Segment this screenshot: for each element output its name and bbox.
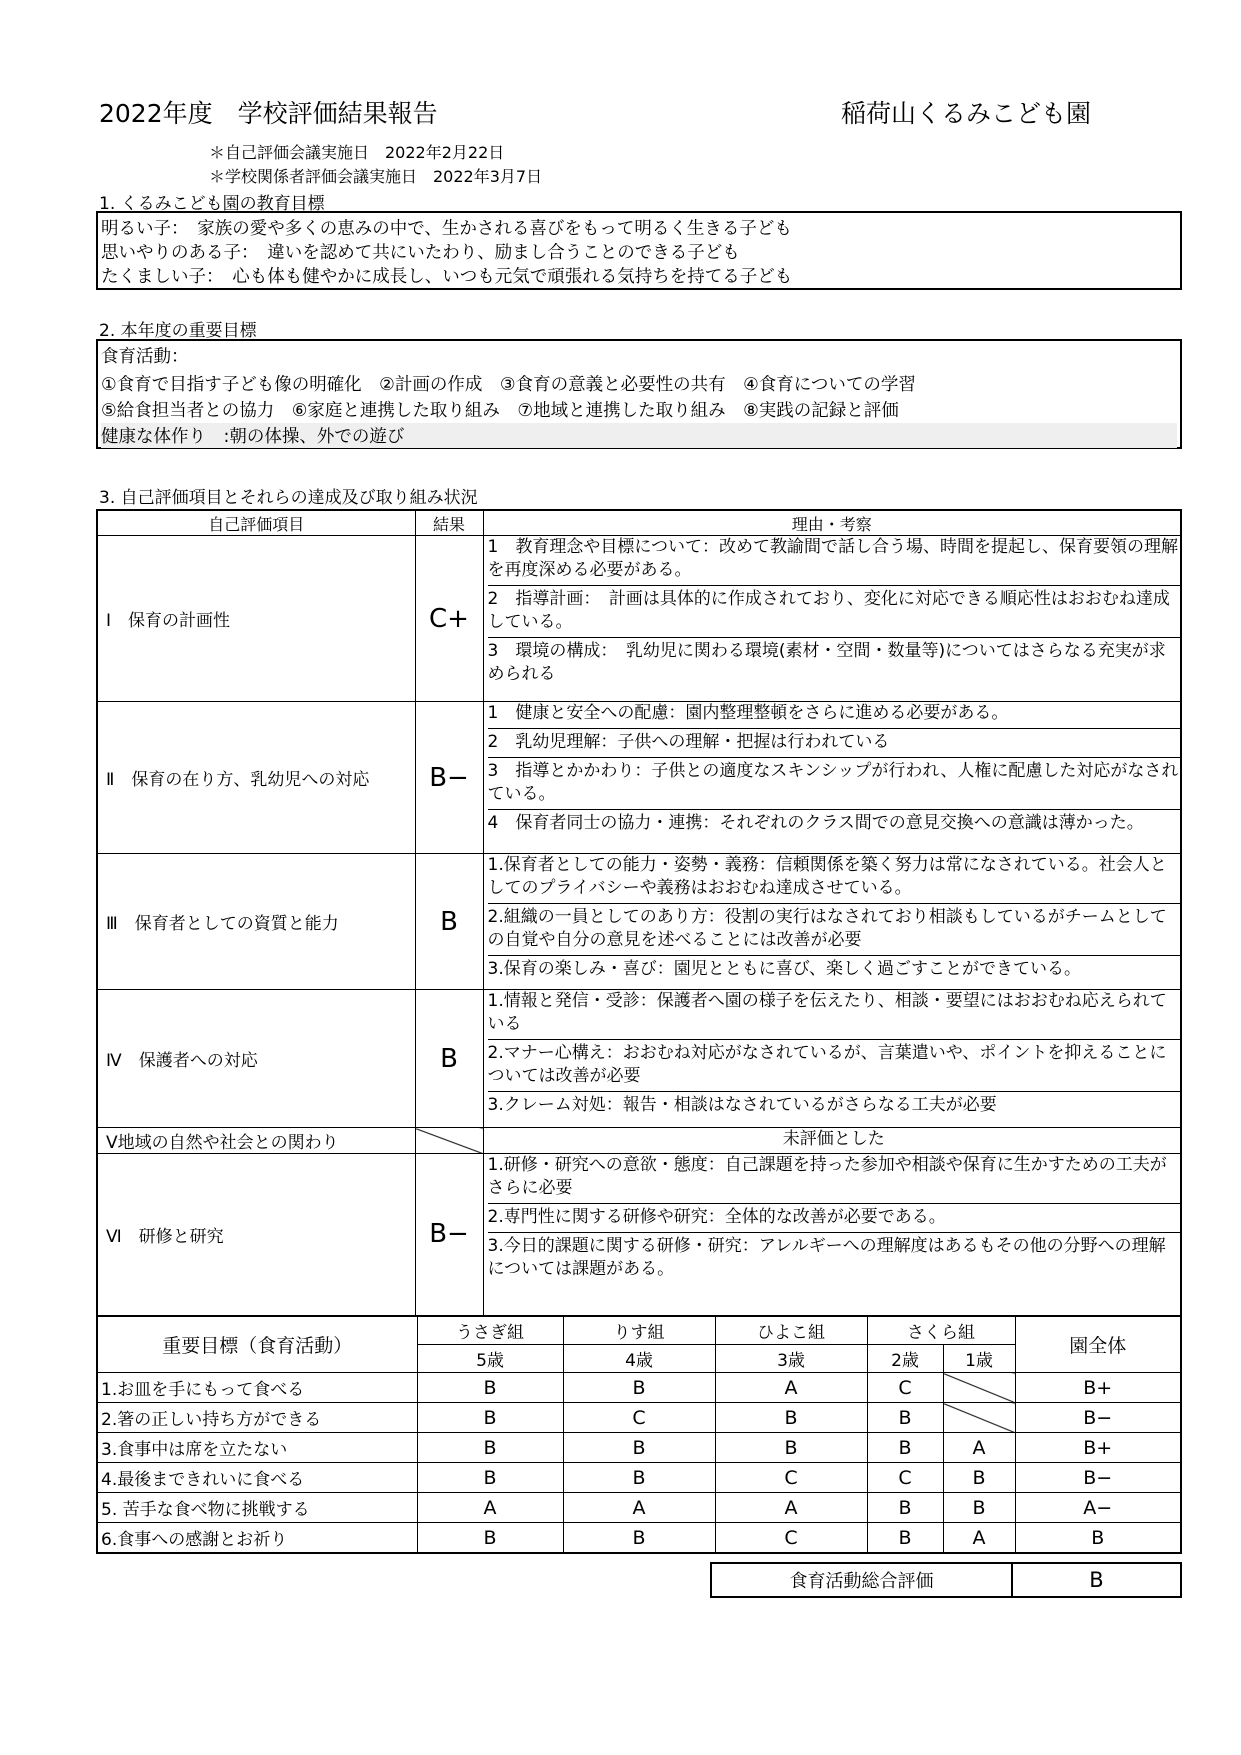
- table-row: [97, 1128, 1181, 1154]
- reason-text: 1.情報と発信・受診：保護者へ園の様子を伝えたり、相談・要望にはおおむね応えられている: [487, 991, 1167, 1034]
- class-name: りす組: [563, 1316, 715, 1345]
- food-education-table: [96, 1315, 1182, 1554]
- total-grade: B: [1015, 1523, 1181, 1554]
- class-name: さくら組: [867, 1316, 1015, 1345]
- grade-cell: B: [715, 1403, 867, 1433]
- total-grade: B−: [1015, 1463, 1181, 1493]
- grade-cell: B: [867, 1433, 943, 1463]
- reason-text: 3 指導とかかわり：子供との適度なスキンシップが行われ、人権に配慮した対応がなされている。: [488, 757, 1181, 809]
- reason-text: 3 環境の構成： 乳幼児に関わる環境(素材・空間・数量等)についてはさらなる充実が求められる: [488, 637, 1181, 689]
- goal-label: 4.最後まできれいに食べる: [97, 1463, 417, 1493]
- eval-grade: B−: [415, 1154, 483, 1316]
- grade-cell: B: [943, 1493, 1015, 1523]
- grade-cell: A: [563, 1493, 715, 1523]
- self-eval-date: ＊自己評価会議実施日 2022年2月22日: [209, 143, 505, 162]
- reason-text: 3.今日的課題に関する研修・研究：アレルギーへの理解度はあるもその他の分野への理解については課題がある。: [488, 1232, 1181, 1284]
- grade-cell: B: [563, 1373, 715, 1403]
- grade-cell: A: [715, 1373, 867, 1403]
- reason-text: 1.研修・研究への意欲・態度：自己課題を持った参加や相談や保育に生かすための工夫がさらに必要: [487, 1155, 1167, 1198]
- priority-line: ①食育で目指す子ども像の明確化 ②計画の作成 ③食育の意義と必要性の共有 ④食育についての学習: [101, 375, 916, 395]
- grade-cell: B: [867, 1523, 943, 1554]
- total-grade: B−: [1015, 1403, 1181, 1433]
- grade-cell: A: [417, 1493, 563, 1523]
- eval-item: Ⅳ 保護者への対応: [97, 990, 415, 1128]
- goal-label: 3.食事中は席を立たない: [97, 1433, 417, 1463]
- eval-grade: C+: [415, 536, 483, 702]
- table-row: [97, 1433, 1181, 1463]
- eval-reasons: [483, 702, 1181, 854]
- grade-cell: B: [417, 1463, 563, 1493]
- summary-grade: B: [1089, 1568, 1104, 1592]
- grade-cell: B: [417, 1373, 563, 1403]
- class-name: うさぎ組: [417, 1316, 563, 1345]
- goal-line: 思いやりのある子： 違いを認めて共にいたわり、励まし合うことのできる子ども: [101, 243, 740, 263]
- table-row: [97, 536, 1181, 702]
- table-row: [97, 1493, 1181, 1523]
- grade-cell: B: [417, 1403, 563, 1433]
- column-header: 理由・考察: [483, 510, 1181, 536]
- grade-cell: B: [563, 1463, 715, 1493]
- class-name: ひよこ組: [715, 1316, 867, 1345]
- reason-text: 2 乳幼児理解：子供への理解・把握は行われている: [488, 728, 1181, 757]
- age-label: 3歳: [715, 1345, 867, 1373]
- grade-cell: B: [715, 1433, 867, 1463]
- education-goals-box: [96, 211, 1182, 290]
- eval-note: 未評価とした: [483, 1128, 1181, 1154]
- reason-text: 2.組織の一員としてのあり方：役割の実行はなされており相談もしているがチームとしての自覚や自分の意見を述べることには改善が必要: [488, 903, 1181, 955]
- column-header: 自己評価項目: [97, 510, 415, 536]
- grade-cell: B: [943, 1463, 1015, 1493]
- total-header: 園全体: [1015, 1316, 1181, 1373]
- document-title: 2022年度 学校評価結果報告: [99, 99, 438, 128]
- grade-cell: B: [417, 1433, 563, 1463]
- grade-cell: B: [563, 1523, 715, 1554]
- eval-grade: B−: [415, 702, 483, 854]
- self-evaluation-table: [96, 509, 1182, 1317]
- eval-grade: B: [415, 990, 483, 1128]
- reason-text: 3.保育の楽しみ・喜び：園児とともに喜び、楽しく過ごすことができている。: [488, 955, 1181, 984]
- table-row: [97, 990, 1181, 1128]
- age-label: 2歳: [867, 1345, 943, 1373]
- table-row: [97, 1523, 1181, 1554]
- grade-cell: C: [867, 1463, 943, 1493]
- priority-line: 健康な体作り :朝の体操、外での遊び: [101, 423, 1177, 448]
- total-grade: B+: [1015, 1373, 1181, 1403]
- grade-cell: B: [417, 1523, 563, 1554]
- reason-text: 2.マナー心構え：おおむね対応がなされているが、言葉遣いや、ポイントを抑えることについては改善が必要: [488, 1039, 1181, 1091]
- priority-line: 食育活動：: [101, 347, 189, 367]
- grade-cell: A: [943, 1433, 1015, 1463]
- reason-text: 2.専門性に関する研修や研究：全体的な改善が必要である。: [488, 1203, 1181, 1232]
- eval-item: Ⅱ 保育の在り方、乳幼児への対応: [97, 702, 415, 854]
- grade-cell: A: [715, 1493, 867, 1523]
- eval-item: Ⅰ 保育の計画性: [97, 536, 415, 702]
- eval-item: Ⅲ 保育者としての資質と能力: [97, 854, 415, 990]
- section1-heading: 1. くるみこども園の教育目標: [99, 194, 325, 214]
- goal-label: 6.食事への感謝とお祈り: [97, 1523, 417, 1554]
- eval-item: Ⅵ 研修と研究: [97, 1154, 415, 1316]
- column-header: 結果: [415, 510, 483, 536]
- grade-cell: B: [867, 1493, 943, 1523]
- grade-cell: C: [715, 1463, 867, 1493]
- priority-line: ⑤給食担当者との協力 ⑥家庭と連携した取り組み ⑦地域と連携した取り組み ⑧実践の記録と評価: [101, 401, 899, 421]
- grade-cell: B: [867, 1403, 943, 1433]
- goal-label: 1.お皿を手にもって食べる: [97, 1373, 417, 1403]
- reason-text: 1.保育者としての能力・姿勢・義務：信頼関係を築く努力は常になされている。社会人としてのプライバシーや義務はおおむね達成させている。: [487, 855, 1167, 898]
- table-row: [97, 1373, 1181, 1403]
- table-row: [97, 854, 1181, 990]
- priority-goals-box: [96, 339, 1182, 449]
- summary-label: 食育活動総合評価: [712, 1564, 1013, 1596]
- reason-text: 1 教育理念や目標について：改めて教諭間で話し合う場、時間を提起し、保育要領の理解を再度深める必要がある。: [487, 537, 1178, 580]
- total-grade: A−: [1015, 1493, 1181, 1523]
- reason-text: 4 保育者同士の協力・連携：それぞれのクラス間での意見交換への意識は薄かった。: [488, 809, 1181, 838]
- goal-label: 2.箸の正しい持ち方ができる: [97, 1403, 417, 1433]
- eval-grade: B: [415, 854, 483, 990]
- grade-cell: C: [563, 1403, 715, 1433]
- table-row: [97, 702, 1181, 854]
- grade-cell: B: [563, 1433, 715, 1463]
- grade-cell: C: [867, 1373, 943, 1403]
- section2-heading: 2. 本年度の重要目標: [99, 321, 257, 341]
- eval-reasons: [483, 1154, 1181, 1316]
- age-label: 4歳: [563, 1345, 715, 1373]
- total-grade: B+: [1015, 1433, 1181, 1463]
- reason-text: 1 健康と安全への配慮：園内整理整頓をさらに進める必要がある。: [487, 703, 1009, 723]
- age-label: 1歳: [943, 1345, 1015, 1373]
- section3-heading: 3. 自己評価項目とそれらの達成及び取り組み状況: [99, 488, 478, 508]
- eval-reasons: [483, 990, 1181, 1128]
- reason-text: 3.クレーム対処：報告・相談はなされているがさらなる工夫が必要: [488, 1091, 1181, 1120]
- food-table-title: 重要目標（食育活動）: [97, 1316, 417, 1373]
- goal-line: 明るい子： 家族の愛や多くの恵みの中で、生かされる喜びをもって明るく生きる子ども: [101, 219, 792, 239]
- not-applicable-slash: [943, 1403, 1015, 1433]
- food-summary-box: [710, 1562, 1182, 1598]
- reason-text: 2 指導計画： 計画は具体的に作成されており、変化に対応できる順応性はおおむね達成している。: [488, 585, 1181, 637]
- school-name: 稲荷山くるみこども園: [841, 99, 1092, 128]
- age-label: 5歳: [417, 1345, 563, 1373]
- eval-reasons: [483, 854, 1181, 990]
- not-applicable-slash: [943, 1373, 1015, 1403]
- grade-cell: C: [715, 1523, 867, 1554]
- not-evaluated-slash: [415, 1128, 483, 1154]
- eval-item: Ⅴ地域の自然や社会との関わり: [97, 1128, 415, 1154]
- goal-line: たくましい子： 心も体も健やかに成長し、いつも元気で頑張れる気持ちを持てる子ども: [101, 267, 793, 287]
- goal-label: 5. 苦手な食べ物に挑戦する: [97, 1493, 417, 1523]
- table-row: [97, 1403, 1181, 1433]
- table-row: [97, 1463, 1181, 1493]
- eval-reasons: [483, 536, 1181, 702]
- table-row: [97, 1154, 1181, 1316]
- grade-cell: A: [943, 1523, 1015, 1554]
- stakeholder-eval-date: ＊学校関係者評価会議実施日 2022年3月7日: [209, 167, 543, 186]
